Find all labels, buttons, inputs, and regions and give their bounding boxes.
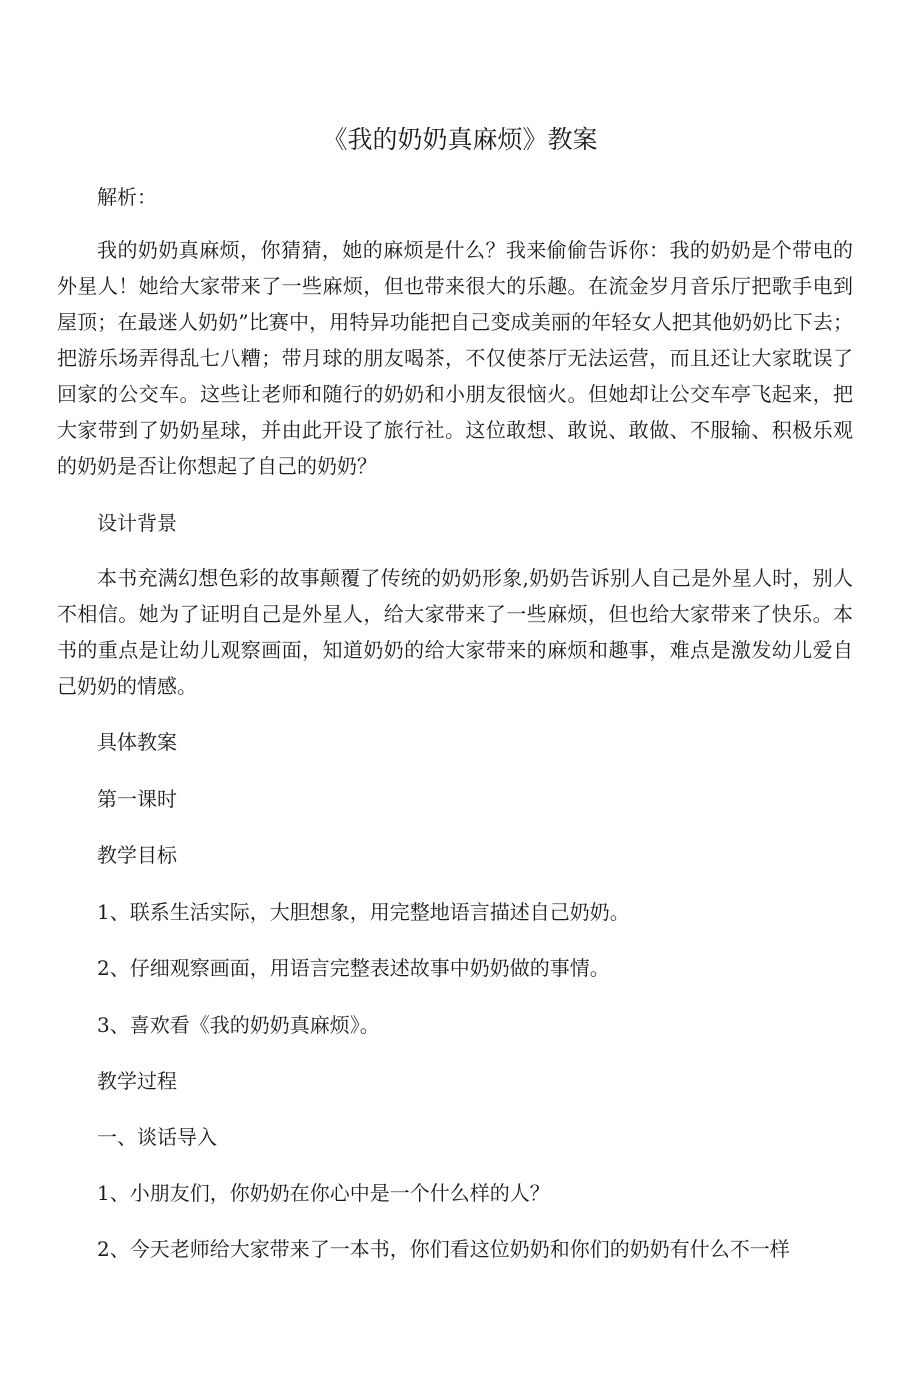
intro-item: 2、今天老师给大家带来了一本书，你们看这位奶奶和你们的奶奶有什么不一样	[97, 1237, 790, 1261]
process-heading: 教学过程	[97, 1069, 177, 1093]
background-heading: 设计背景	[97, 511, 177, 535]
analysis-paragraph: 我的奶奶真麻烦，你猜猜，她的麻烦是什么？我来偷偷告诉你：我的奶奶是个带电的外星人！她给大家带来了一些麻烦，但也带来很大的乐趣。在流金岁月音乐厅把歌手电到屋顶；在最迷人奶奶”比赛中，用特异功能把自己变成美丽的年轻女人把其他奶奶比下去；把游乐场弄得乱七八糟；带月球的朋友喝茶，不仅使茶厅无法运营，而且还让大家耽误了回家的公交车。这些让老师和随行的奶奶和小朋友很恼火。但她却让公交车亭飞起来，把大家带到了奶奶星球，并由此开设了旅行社。这位敢想、敢说、敢做、不服输、积极乐观的奶奶是否让你想起了自己的奶奶？	[57, 238, 853, 478]
analysis-heading: 解析：	[97, 185, 157, 209]
goals-heading: 教学目标	[97, 843, 177, 867]
intro-heading: 一、谈话导入	[97, 1125, 217, 1149]
goal-item: 2、仔细观察画面，用语言完整表述故事中奶奶做的事情。	[97, 956, 610, 980]
goal-item: 3、喜欢看《我的奶奶真麻烦》。	[97, 1013, 380, 1037]
lesson-heading: 第一课时	[97, 787, 177, 811]
goal-item: 1、联系生活实际，大胆想象，用完整地语言描述自己奶奶。	[97, 900, 630, 924]
intro-item: 1、小朋友们，你奶奶在你心中是一个什么样的人？	[97, 1181, 550, 1205]
plan-heading: 具体教案	[97, 730, 177, 754]
document-title: 《我的奶奶真麻烦》教案	[322, 125, 598, 154]
background-paragraph: 本书充满幻想色彩的故事颠覆了传统的奶奶形象,奶奶告诉别人自己是外星人时，别人不相信。她为了证明自己是外星人，给大家带来了一些麻烦，但也给大家带来了快乐。本书的重点是让幼儿观察画面，知道奶奶的给大家带来的麻烦和趣事，难点是激发幼儿爱自己奶奶的情感。	[57, 566, 853, 698]
